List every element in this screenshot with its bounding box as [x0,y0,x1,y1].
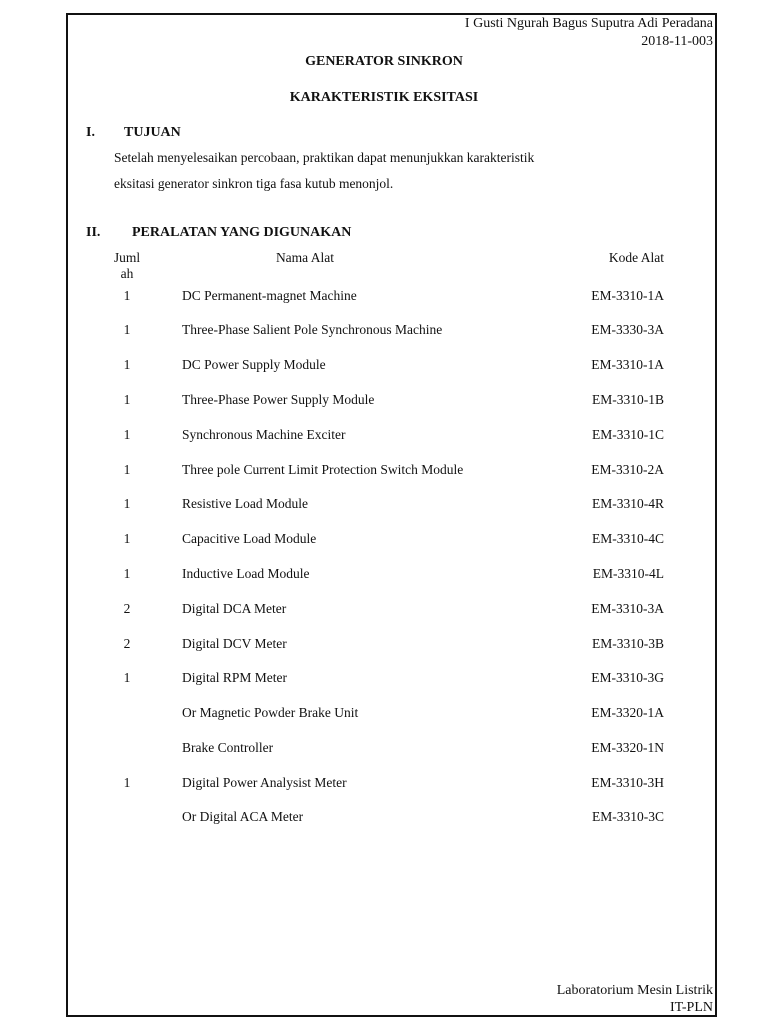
row-name: Digital RPM Meter [182,670,287,685]
row-name: Brake Controller [182,740,274,755]
row-name: Capacitive Load Module [182,531,317,546]
row-name: Digital DCV Meter [182,636,287,651]
row-name: Inductive Load Module [182,566,310,581]
row-name: Three-Phase Salient Pole Synchronous Machine [182,322,443,337]
table-row [0,670,768,690]
row-qty: 1 [123,322,131,337]
row-name: DC Permanent-magnet Machine [182,288,357,303]
row-qty: 1 [123,566,131,581]
table-row [0,462,768,482]
row-qty: 1 [123,775,131,790]
row-qty: 1 [123,392,131,407]
row-name: Synchronous Machine Exciter [182,427,346,442]
table-row [0,357,768,377]
row-code: EM-3310-1A [591,357,664,372]
table-row [0,601,768,621]
table-row [0,705,768,725]
col-header-qty-line2: ah [120,266,134,281]
col-header-qty-line1: Juml [113,250,141,265]
row-code: EM-3310-3C [592,809,664,824]
section1-number: I. [86,125,95,140]
row-code: EM-3310-3H [591,775,664,790]
table-row [0,288,768,308]
row-code: EM-3310-4R [592,496,664,511]
row-code: EM-3310-1B [592,392,664,407]
row-qty: 1 [123,357,131,372]
row-name: Resistive Load Module [182,496,308,511]
row-name: Three-Phase Power Supply Module [182,392,375,407]
row-qty: 1 [123,462,131,477]
section1-text-line2: eksitasi generator sinkron tiga fasa kutub menonjol. [114,176,394,191]
table-row [0,740,768,760]
section1-text-line1: Setelah menyelesaikan percobaan, praktikan dapat menunjukkan karakteristik [114,150,535,165]
row-qty: 1 [123,531,131,546]
table-row [0,496,768,516]
section1-heading: TUJUAN [124,125,181,140]
col-header-code: Kode Alat [608,250,664,265]
row-name: Or Magnetic Powder Brake Unit [182,705,359,720]
row-name: Digital Power Analysist Meter [182,775,347,790]
section2-number: II. [86,225,101,240]
row-qty: 2 [123,636,131,651]
section2-heading: PERALATAN YANG DIGUNAKAN [132,225,352,240]
row-code: EM-3310-2A [591,462,664,477]
table-row [0,392,768,412]
table-row [0,809,768,829]
table-row [0,775,768,795]
row-name: Or Digital ACA Meter [182,809,304,824]
row-qty: 1 [123,288,131,303]
row-code: EM-3310-1A [591,288,664,303]
col-header-name: Nama Alat [275,250,335,265]
row-code: EM-3310-3B [592,636,664,651]
row-code: EM-3310-1C [592,427,664,442]
header-id: 2018-11-003 [641,34,713,49]
row-code: EM-3310-3G [591,670,664,685]
row-code: EM-3310-4L [592,566,664,581]
row-qty: 1 [123,496,131,511]
table-row [0,322,768,342]
row-code: EM-3310-3A [591,601,664,616]
table-row [0,636,768,656]
footer-institution: IT-PLN [669,1000,713,1015]
row-name: Three pole Current Limit Protection Switch Module [182,462,464,477]
row-code: EM-3320-1N [591,740,664,755]
row-qty: 1 [123,670,131,685]
row-name: Digital DCA Meter [182,601,287,616]
row-code: EM-3310-4C [592,531,664,546]
footer-lab: Laboratorium Mesin Listrik [556,983,713,998]
page-title: GENERATOR SINKRON [305,54,463,69]
page-subtitle: KARAKTERISTIK EKSITASI [289,90,479,105]
header-author: I Gusti Ngurah Bagus Suputra Adi Peradana [464,16,713,31]
table-row [0,566,768,586]
row-code: EM-3320-1A [591,705,664,720]
row-code: EM-3330-3A [591,322,664,337]
table-row [0,531,768,551]
row-name: DC Power Supply Module [182,357,326,372]
table-row [0,427,768,447]
row-qty: 2 [123,601,131,616]
row-qty: 1 [123,427,131,442]
